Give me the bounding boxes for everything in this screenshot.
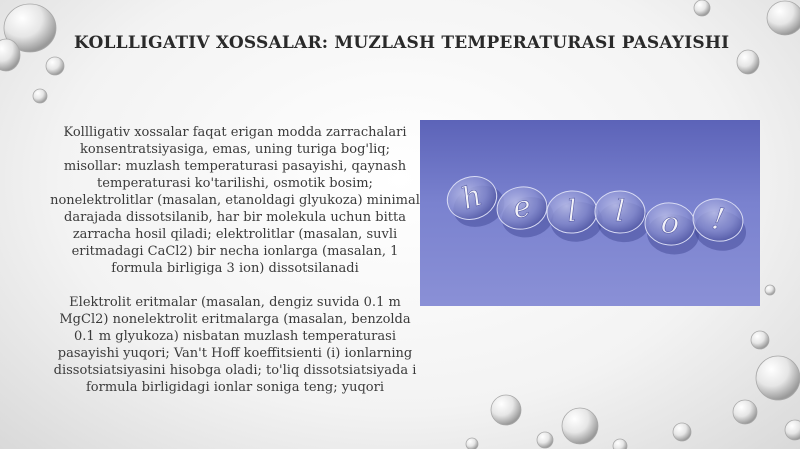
letter-glyph: o bbox=[659, 205, 681, 242]
letter-glyph: ! bbox=[709, 201, 728, 238]
letter-glyph: e bbox=[510, 188, 534, 227]
hello-photo bbox=[420, 120, 760, 306]
letter-glyph: l bbox=[565, 193, 578, 230]
glass-letter-4 bbox=[642, 201, 702, 257]
glass-letter-3 bbox=[594, 190, 651, 243]
paragraph-2: Elektrolit eritmalar (masalan, dengiz suvida 0.1 m MgCl2) nonelektrolit eritmalarga (masalan, benzolda 0.1 m glyukoza) nisbatan muzlash temperaturasi pasayishi yuqori; Van't Hoff koeffitsienti (i) ionlarning dissotsiatsiyasini hisobga oladi; to'liq dissotsiatsiyada i formula birligidagi ionlar soniga teng; yuqori bbox=[53, 295, 417, 395]
hello-glass-letters bbox=[420, 120, 760, 306]
slide-body bbox=[50, 124, 420, 449]
letter-glyph: h bbox=[457, 177, 487, 218]
slide-title: KOLLLIGATIV XOSSALAR: MUZLASH TEMPERATURASI PASAYISHI bbox=[74, 33, 730, 53]
paragraph-1: Kollligativ xossalar faqat erigan modda zarrachalari konsentratsiyasiga, emas, uning turiga bog'liq; misollar: muzlash temperaturasi pasayishi, qaynash temperaturasi ko'tarilishi, osmotik bosim; nonelektrolitlar (masalan, etanoldagi glyukoza) minimal darajada dissotsilanib, har bir molekula uchun bitta zarracha hosil qiladi; elektrolitlar (masalan, suvli eritmadagi CaCl2) bir necha ionlarga (masalan, 1 formula birligiga 3 ion) dissotsilanadi bbox=[50, 125, 420, 276]
glass-letter-5 bbox=[688, 195, 751, 255]
letter-glyph: l bbox=[614, 193, 626, 230]
